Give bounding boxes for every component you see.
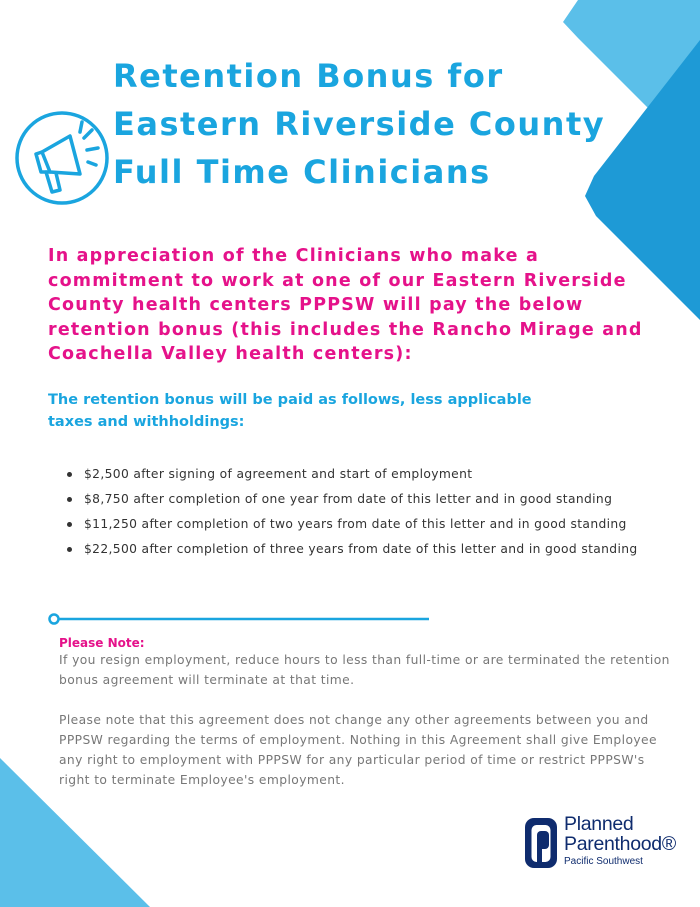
title-line-1: Retention Bonus for bbox=[113, 57, 504, 95]
bonus-item bbox=[64, 487, 694, 512]
bullet-dot bbox=[67, 547, 72, 552]
bonus-item-text: $22,500 after completion of three years from date of this letter and in good standing bbox=[84, 542, 638, 556]
title-line-3: Full Time Clinicians bbox=[113, 153, 491, 191]
bonus-item-text: $2,500 after signing of agreement and start of employment bbox=[84, 467, 473, 481]
bonus-list bbox=[64, 462, 694, 562]
note-paragraph-1: If you resign employment, reduce hours to less than full-time or are terminated the retention bonus agreement will terminate at that time. bbox=[59, 653, 670, 687]
note-paragraph-2: Please note that this agreement does not change any other agreements between you and PPPSW regarding the terms of employment. Nothing in this Agreement shall give Employee any right to employment with PPPSW for any particular period of time or restrict PPPSW's right to terminate Employee's employment. bbox=[59, 713, 657, 787]
logo-text-line-3: Pacific Southwest bbox=[564, 856, 643, 867]
title-line-2: Eastern Riverside County bbox=[113, 105, 606, 143]
bonus-item bbox=[64, 537, 694, 562]
bullet-dot bbox=[67, 472, 72, 477]
payment-subheading: The retention bonus will be paid as follows, less applicable taxes and withholdings: bbox=[48, 392, 532, 430]
bonus-item-text: $11,250 after completion of two years from date of this letter and in good standing bbox=[84, 517, 627, 531]
bonus-item-text: $8,750 after completion of one year from date of this letter and in good standing bbox=[84, 492, 613, 506]
planned-parenthood-mark bbox=[524, 817, 558, 869]
planned-parenthood-logo bbox=[524, 814, 694, 874]
note-label: Please Note: bbox=[59, 636, 145, 650]
megaphone-icon bbox=[14, 110, 114, 210]
bullet-dot bbox=[67, 497, 72, 502]
bonus-item bbox=[64, 462, 694, 487]
intro-paragraph: In appreciation of the Clinicians who make a commitment to work at one of our Eastern Riverside County health centers PPPSW will pay the below retention bonus (this includes the Rancho Mirage and Coachella Valley health centers): bbox=[48, 246, 643, 364]
bonus-item bbox=[64, 512, 694, 537]
bullet-dot bbox=[67, 522, 72, 527]
section-divider bbox=[47, 612, 432, 626]
logo-text-line-2: Parenthood® bbox=[564, 833, 676, 855]
logo-text-line-1: Planned bbox=[564, 813, 634, 835]
page-title bbox=[113, 52, 673, 196]
